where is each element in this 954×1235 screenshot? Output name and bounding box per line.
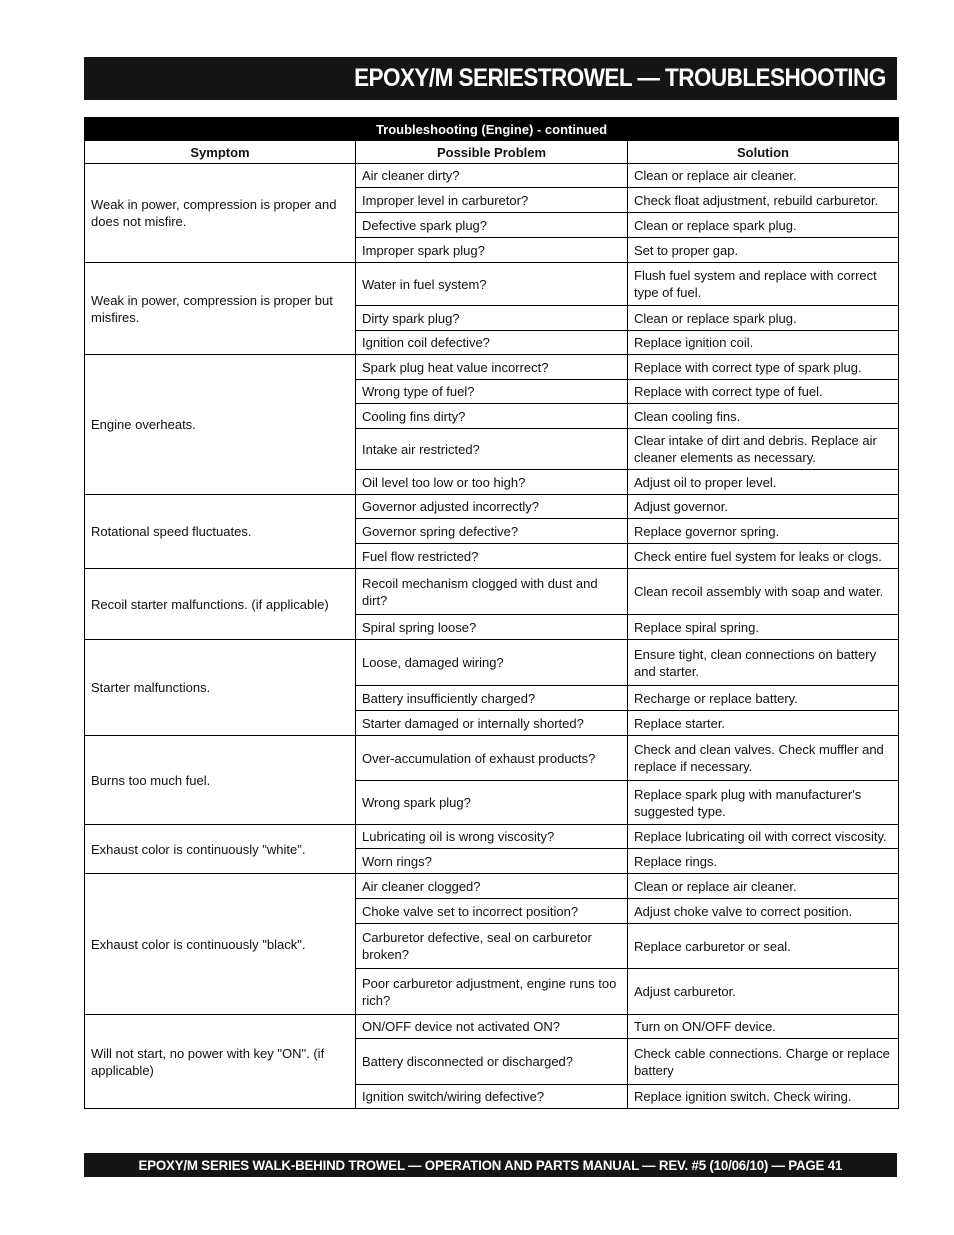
solution-cell: Ensure tight, clean connections on battery and starter. [628, 640, 899, 686]
symptom-cell: Exhaust color is continuously "black". [85, 874, 356, 1015]
solution-cell: Replace rings. [628, 849, 899, 874]
problem-cell: Improper level in carburetor? [356, 188, 628, 213]
symptom-cell: Weak in power, compression is proper but misfires. [85, 263, 356, 355]
solution-cell: Replace spark plug with manufacturer's suggested type. [628, 781, 899, 825]
symptom-cell: Will not start, no power with key "ON". (if applicable) [85, 1015, 356, 1109]
solution-cell: Replace starter. [628, 711, 899, 736]
solution-cell: Check entire fuel system for leaks or clogs. [628, 544, 899, 569]
table-header-row [85, 141, 899, 164]
problem-cell: Over-accumulation of exhaust products? [356, 736, 628, 781]
symptom-cell: Recoil starter malfunctions. (if applicable) [85, 569, 356, 640]
symptom-cell: Engine overheats. [85, 355, 356, 495]
solution-cell: Replace spiral spring. [628, 615, 899, 640]
symptom-cell: Burns too much fuel. [85, 736, 356, 825]
problem-cell: Loose, damaged wiring? [356, 640, 628, 686]
problem-cell: Ignition coil defective? [356, 331, 628, 355]
solution-cell: Replace carburetor or seal. [628, 924, 899, 969]
solution-cell: Clean cooling fins. [628, 404, 899, 429]
solution-cell: Replace ignition coil. [628, 331, 899, 355]
problem-cell: Defective spark plug? [356, 213, 628, 238]
problem-cell: Starter damaged or internally shorted? [356, 711, 628, 736]
solution-cell: Set to proper gap. [628, 238, 899, 263]
solution-cell: Flush fuel system and replace with correct type of fuel. [628, 263, 899, 306]
problem-cell: Fuel flow restricted? [356, 544, 628, 569]
page-title: EPOXY/M SERIESTROWEL — TROUBLESHOOTING [354, 64, 886, 92]
solution-cell: Recharge or replace battery. [628, 686, 899, 711]
problem-cell: Spark plug heat value incorrect? [356, 355, 628, 380]
table-row [85, 495, 899, 519]
problem-cell: Carburetor defective, seal on carburetor broken? [356, 924, 628, 969]
problem-cell: Spiral spring loose? [356, 615, 628, 640]
column-header-solution: Solution [628, 141, 899, 164]
symptom-cell: Starter malfunctions. [85, 640, 356, 736]
solution-cell: Replace with correct type of fuel. [628, 380, 899, 404]
table-caption: Troubleshooting (Engine) - continued [85, 118, 899, 141]
problem-cell: Battery disconnected or discharged? [356, 1039, 628, 1085]
footer-text: EPOXY/M SERIES WALK-BEHIND TROWEL — OPERATION AND PARTS MANUAL — REV. #5 (10/06/10) — PAGE 41 [138, 1157, 843, 1173]
page-footer [84, 1153, 897, 1177]
problem-cell: Battery insufficiently charged? [356, 686, 628, 711]
symptom-cell: Weak in power, compression is proper and does not misfire. [85, 164, 356, 263]
problem-cell: Recoil mechanism clogged with dust and dirt? [356, 569, 628, 615]
table-body [85, 164, 899, 1109]
table-row [85, 874, 899, 899]
problem-cell: Choke valve set to incorrect position? [356, 899, 628, 924]
table-row [85, 1015, 899, 1039]
table-row [85, 263, 899, 306]
table-row [85, 164, 899, 188]
table-caption-row [85, 118, 899, 141]
problem-cell: Governor adjusted incorrectly? [356, 495, 628, 519]
table-row [85, 640, 899, 686]
symptom-cell: Rotational speed fluctuates. [85, 495, 356, 569]
problem-cell: Governor spring defective? [356, 519, 628, 544]
solution-cell: Replace ignition switch. Check wiring. [628, 1085, 899, 1109]
solution-cell: Replace lubricating oil with correct viscosity. [628, 825, 899, 849]
table-row [85, 569, 899, 615]
solution-cell: Clean or replace spark plug. [628, 213, 899, 238]
solution-cell: Clean or replace air cleaner. [628, 164, 899, 188]
problem-cell: Wrong spark plug? [356, 781, 628, 825]
solution-cell: Adjust governor. [628, 495, 899, 519]
table-row [85, 825, 899, 849]
problem-cell: Oil level too low or too high? [356, 470, 628, 495]
table-row [85, 736, 899, 781]
solution-cell: Adjust choke valve to correct position. [628, 899, 899, 924]
problem-cell: Improper spark plug? [356, 238, 628, 263]
problem-cell: Poor carburetor adjustment, engine runs too rich? [356, 969, 628, 1015]
solution-cell: Check and clean valves. Check muffler and replace if necessary. [628, 736, 899, 781]
solution-cell: Adjust oil to proper level. [628, 470, 899, 495]
problem-cell: Worn rings? [356, 849, 628, 874]
problem-cell: Ignition switch/wiring defective? [356, 1085, 628, 1109]
problem-cell: Air cleaner clogged? [356, 874, 628, 899]
symptom-cell: Exhaust color is continuously "white". [85, 825, 356, 874]
problem-cell: Wrong type of fuel? [356, 380, 628, 404]
problem-cell: Cooling fins dirty? [356, 404, 628, 429]
solution-cell: Check cable connections. Charge or replace battery [628, 1039, 899, 1085]
solution-cell: Replace with correct type of spark plug. [628, 355, 899, 380]
solution-cell: Clean recoil assembly with soap and water. [628, 569, 899, 615]
problem-cell: Water in fuel system? [356, 263, 628, 306]
solution-cell: Check float adjustment, rebuild carburetor. [628, 188, 899, 213]
table-row [85, 355, 899, 380]
troubleshooting-table [84, 117, 899, 1109]
problem-cell: Air cleaner dirty? [356, 164, 628, 188]
problem-cell: Dirty spark plug? [356, 306, 628, 331]
solution-cell: Clear intake of dirt and debris. Replace air cleaner elements as necessary. [628, 429, 899, 470]
problem-cell: Lubricating oil is wrong viscosity? [356, 825, 628, 849]
problem-cell: ON/OFF device not activated ON? [356, 1015, 628, 1039]
column-header-symptom: Symptom [85, 141, 356, 164]
solution-cell: Clean or replace air cleaner. [628, 874, 899, 899]
page-title-bar [84, 57, 897, 100]
solution-cell: Replace governor spring. [628, 519, 899, 544]
column-header-problem: Possible Problem [356, 141, 628, 164]
problem-cell: Intake air restricted? [356, 429, 628, 470]
solution-cell: Clean or replace spark plug. [628, 306, 899, 331]
solution-cell: Adjust carburetor. [628, 969, 899, 1015]
solution-cell: Turn on ON/OFF device. [628, 1015, 899, 1039]
